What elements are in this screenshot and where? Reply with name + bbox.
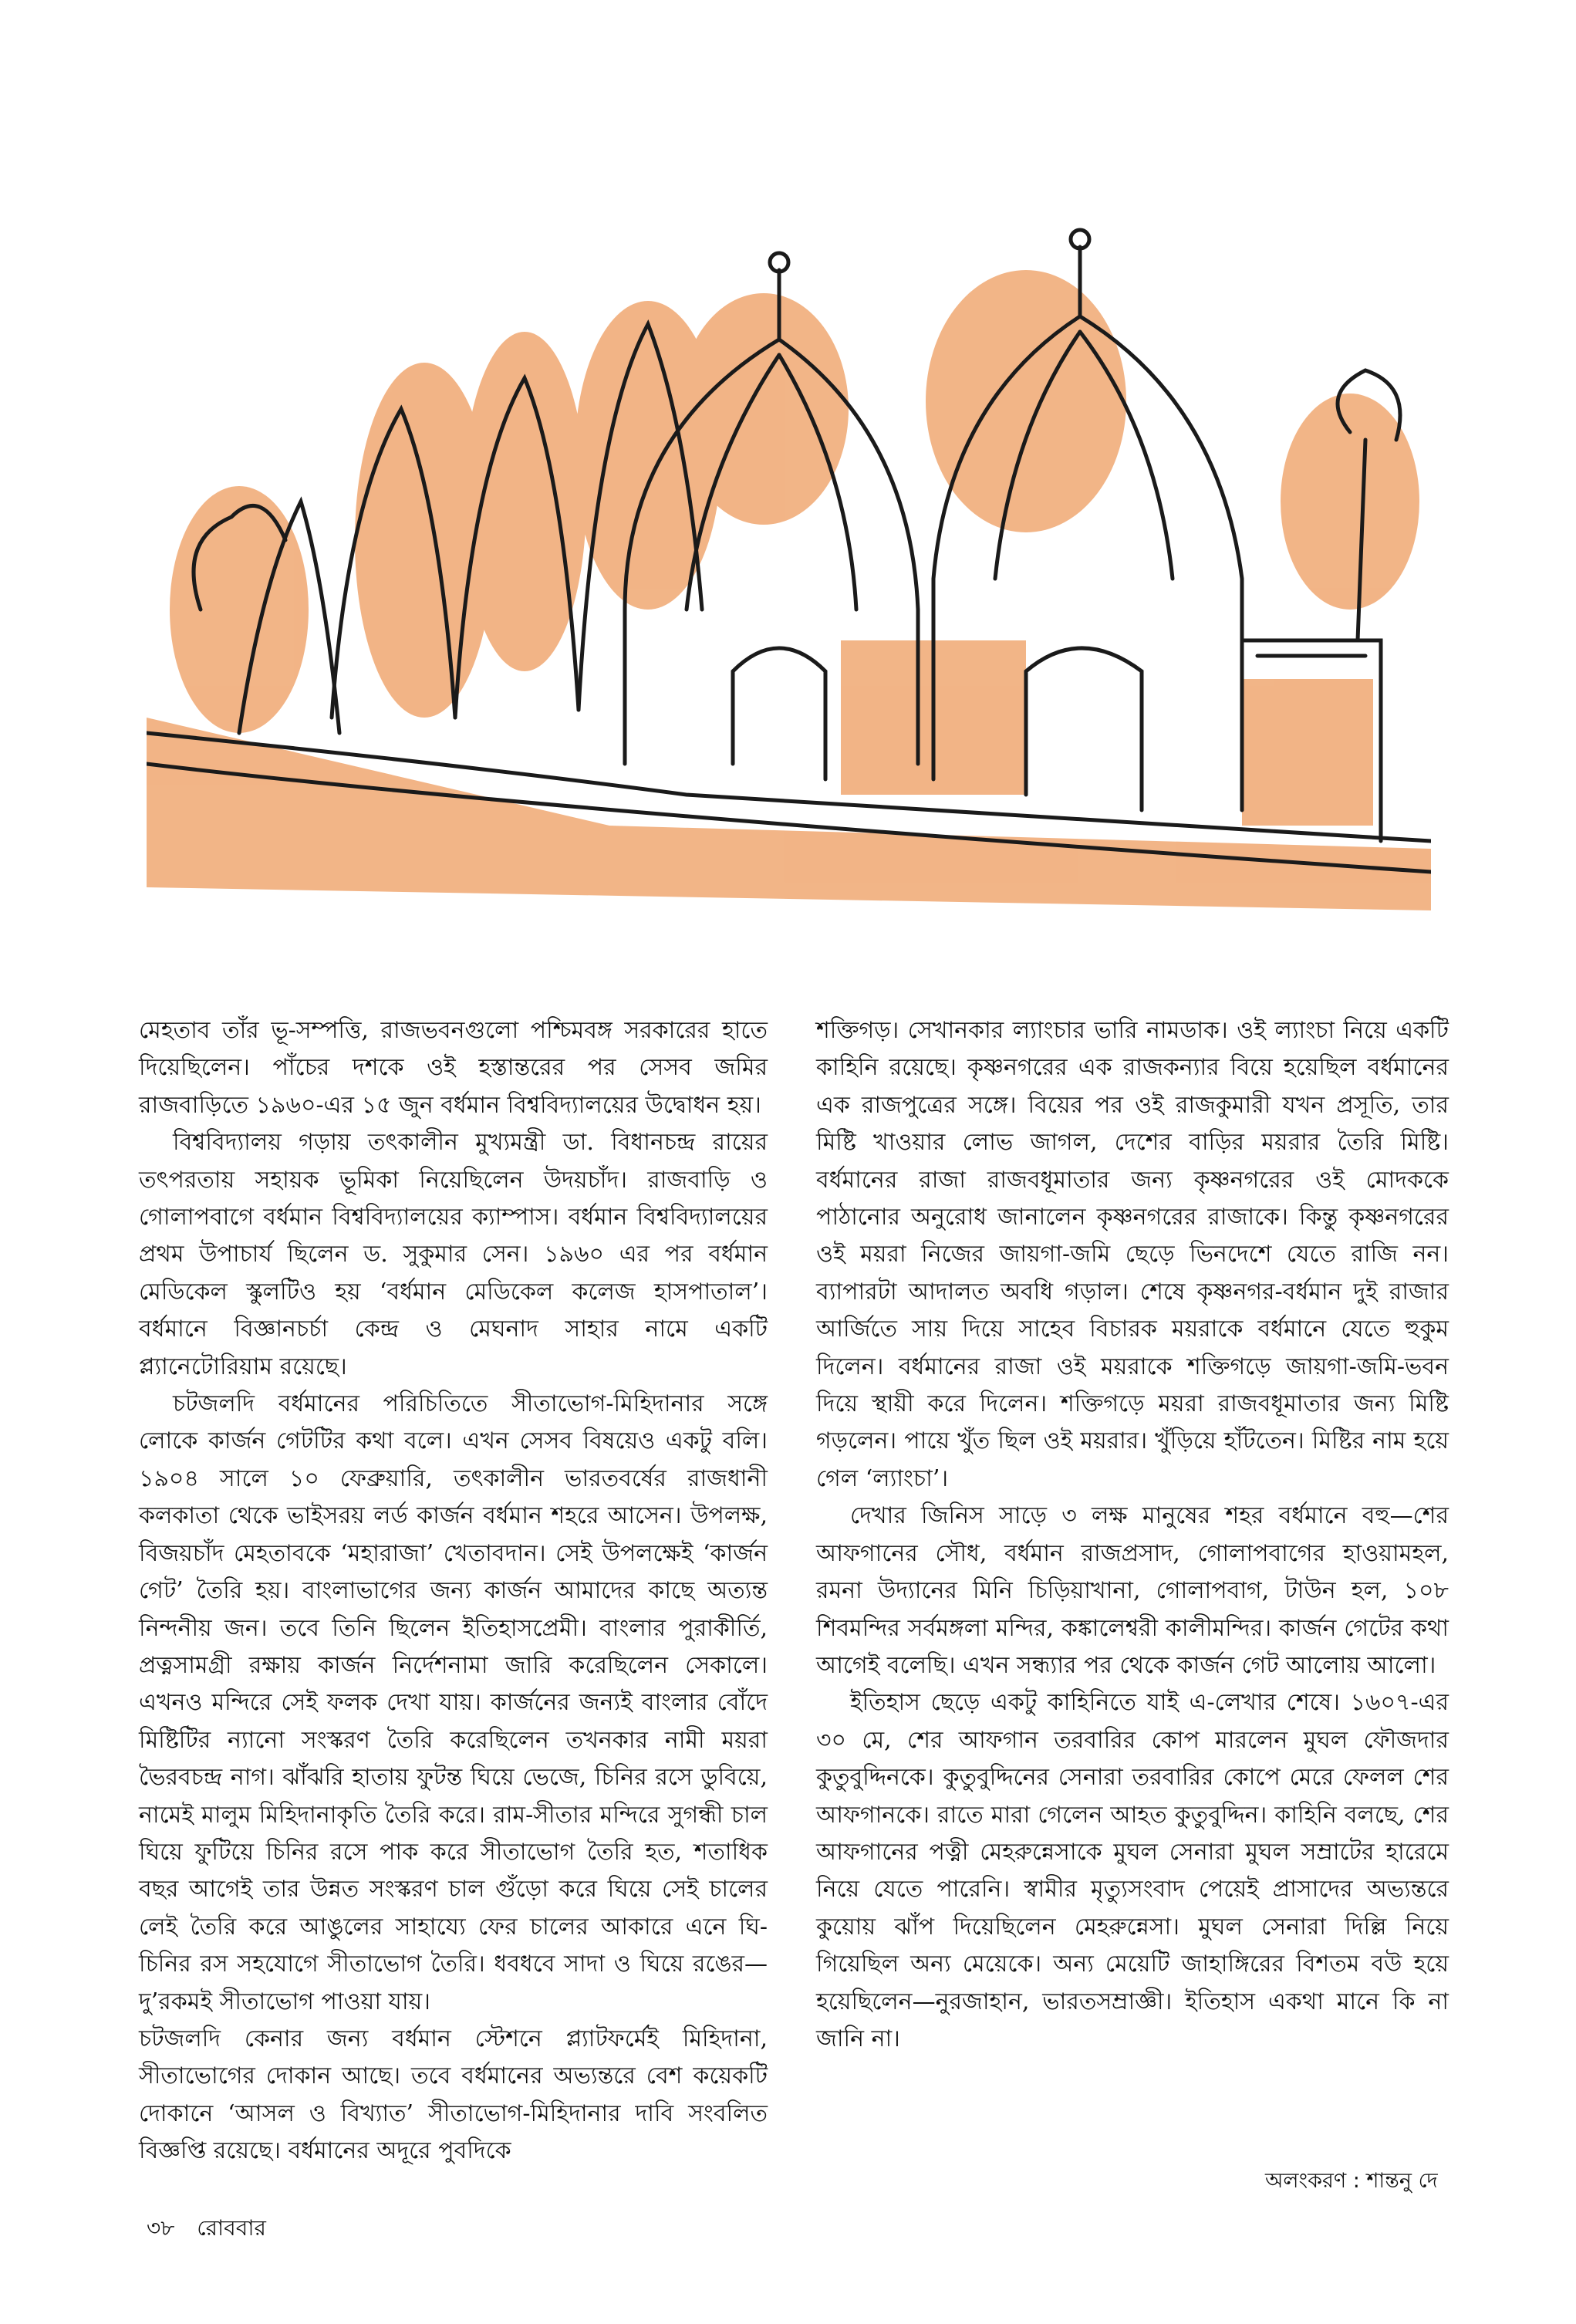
paragraph: ইতিহাস ছেড়ে একটু কাহিনিতে যাই এ-লেখার শেষে। ১৬০৭-এর ৩০ মে, শের আফগান তরবারির কোপ মারলেন মুঘল ফৌজদার কুতুবুদ্দিনকে। কুতুবুদ্দিনের সেনারা তরবারির কোপে মেরে ফেলল শের আফগানকে। রাতে মারা গেলেন আহত কুতুবুদ্দিন। কাহিনি বলছে, শের আফগানের পত্নী মেহরুন্নেসাকে মুঘল সেনারা মুঘল সম্রাটের হারেমে নিয়ে যেতে পারেনি। স্বামীর মৃত্যুসংবাদ পেয়েই প্রাসাদের অভ্যন্তরে কুয়োয় ঝাঁপ দিয়েছিলেন মেহরুন্নেসা। মুঘল সেনারা দিল্লি নিয়ে গিয়েছিল অন্য মেয়েকে। অন্য মেয়েটি জাহাঙ্গিরের বিশতম বউ হয়ে হয়েছিলেন—নুরজাহান, ভারতসম্রাজ্ঞী। ইতিহাস একথা মানে কি না জানি না। bbox=[816, 1689, 1449, 2052]
paragraph: বিশ্ববিদ্যালয় গড়ায় তৎকালীন মুখ্যমন্ত্রী ডা. বিধানচন্দ্র রায়ের তৎপরতায় সহায়ক ভূমিকা নিয়েছিলেন উদয়চাঁদ। রাজবাড়ি ও গোলাপবাগে বর্ধমান বিশ্ববিদ্যালয়ের ক্যাম্পাস। বর্ধমান বিশ্ববিদ্যালয়ের প্রথম উপাচার্য ছিলেন ড. সুকুমার সেন। ১৯৬০ এর পর বর্ধমান মেডিকেল স্কুলটিও হয় ‘বর্ধমান মেডিকেল কলেজ হাসপাতাল’। বর্ধমানে বিজ্ঞানচর্চা কেন্দ্র ও মেঘনাদ সাহার নামে একটি প্ল্যানেটোরিয়াম রয়েছে। bbox=[139, 1129, 768, 1380]
page-number: ৩৮ bbox=[147, 2215, 175, 2241]
magazine-name: রোববার bbox=[197, 2215, 266, 2241]
paragraph: দেখার জিনিস সাড়ে ৩ লক্ষ মানুষের শহর বর্ধমানে বহু—শের আফগানের সৌধ, বর্ধমান রাজপ্রসাদ, গোলাপবাগের হাওয়ামহল, রমনা উদ্যানের মিনি চিড়িয়াখানা, গোলাপবাগ, টাউন হল, ১০৮ শিবমন্দির সর্বমঙ্গলা মন্দির, কঙ্কালেশ্বরী কালীমন্দির। কার্জন গেটের কথা আগেই বলেছি। এখন সন্ধ্যার পর থেকে কার্জন গেট আলোয় আলো। bbox=[816, 1502, 1449, 1679]
illustration-credit: অলংকরণ : শান্তনু দে bbox=[1265, 2169, 1438, 2193]
paragraph: চটজলদি কেনার জন্য বর্ধমান স্টেশনে প্ল্যাটফর্মেই মিহিদানা, সীতাভোগের দোকান আছে। তবে বর্ধমানের অভ্যন্তরে বেশ কয়েকটি দোকানে ‘আসল ও বিখ্যাত’ সীতাভোগ-মিহিদানার দাবি সংবলিত বিজ্ঞপ্তি রয়েছে। বর্ধমানের অদূরে পুবদিকে bbox=[139, 2025, 768, 2165]
orange-wash bbox=[147, 270, 1431, 910]
right-column bbox=[816, 1012, 1449, 2058]
page-footer bbox=[147, 2211, 282, 2248]
paragraph: চটজলদি বর্ধমানের পরিচিতিতে সীতাভোগ-মিহিদানার সঙ্গে লোকে কার্জন গেটটির কথা বলে। এখন সেসব বিষয়েও একটু বলি। ১৯০৪ সালে ১০ ফেব্রুয়ারি, তৎকালীন ভারতবর্ষের রাজধানী কলকাতা থেকে ভাইসরয় লর্ড কার্জন বর্ধমান শহরে আসেন। উপলক্ষ, বিজয়চাঁদ মেহতাবকে ‘মহারাজা’ খেতাবদান। সেই উপলক্ষেই ‘কার্জন গেট’ তৈরি হয়। বাংলাভাগের জন্য কার্জন আমাদের কাছে অত্যন্ত নিন্দনীয় জন। তবে তিনি ছিলেন ইতিহাসপ্রেমী। বাংলার পুরাকীর্তি, প্রত্নসামগ্রী রক্ষায় কার্জন নির্দেশনামা জারি করেছিলেন সেকালে। এখনও মন্দিরে সেই ফলক দেখা যায়। কার্জনের জন্যই বাংলার বোঁদে মিষ্টিটির ন্যানো সংস্করণ তৈরি করেছিলেন তখনকার নামী ময়রা ভৈরবচন্দ্র নাগ। ঝাঁঝরি হাতায় ফুটন্ত ঘিয়ে ভেজে, চিনির রসে ডুবিয়ে, নামেই মালুম মিহিদানাকৃতি তৈরি করে। রাম-সীতার মন্দিরে সুগন্ধী চাল ঘিয়ে ফুটিয়ে চিনির রসে পাক করে সীতাভোগ তৈরি হত, শতাধিক বছর আগেই তার উন্নত সংস্করণ চাল গুঁড়ো করে ঘিয়ে সেই চালের লেই তৈরি করে আঙুলের সাহায্যে ফের চালের আকারে এনে ঘি-চিনির রস সহযোগে সীতাভোগ তৈরি। ধবধবে সাদা ও ঘিয়ে রঙের—দু’রকমই সীতাভোগ পাওয়া যায়। bbox=[139, 1390, 768, 2015]
paragraph: শক্তিগড়। সেখানকার ল্যাংচার ভারি নামডাক। ওই ল্যাংচা নিয়ে একটি কাহিনি রয়েছে। কৃষ্ণনগরের এক রাজকন্যার বিয়ে হয়েছিল বর্ধমানের এক রাজপুত্রের সঙ্গে। বিয়ের পর ওই রাজকুমারী যখন প্রসূতি, তার মিষ্টি খাওয়ার লোভ জাগল, দেশের বাড়ির ময়রার তৈরি মিষ্টি। বর্ধমানের রাজা রাজবধূমাতার জন্য কৃষ্ণনগরের ওই মোদককে পাঠানোর অনুরোধ জানালেন কৃষ্ণনগরের রাজাকে। কিন্তু কৃষ্ণনগরের ওই ময়রা নিজের জায়গা-জমি ছেড়ে ভিনদেশে যেতে রাজি নন। ব্যাপারটা আদালত অবধি গড়াল। শেষে কৃষ্ণনগর-বর্ধমান দুই রাজার আর্জিতে সায় দিয়ে সাহেব বিচারক ময়রাকে বর্ধমানে যেতে হুকুম দিলেন। বর্ধমানের রাজা ওই ময়রাকে শক্তিগড়ে জায়গা-জমি-ভবন দিয়ে স্থায়ী করে দিলেন। শক্তিগড়ে ময়রা রাজবধূমাতার জন্য মিষ্টি গড়লেন। পায়ে খুঁত ছিল ওই ময়রার। খুঁড়িয়ে হাঁটতেন। মিষ্টির নাম হয়ে গেল ‘ল্যাংচা’। bbox=[816, 1017, 1449, 1492]
paragraph: মেহতাব তাঁর ভূ-সম্পত্তি, রাজভবনগুলো পশ্চিমবঙ্গ সরকারের হাতে দিয়েছিলেন। পাঁচের দশকে ওই হস্তান্তরের পর সেসব জমির রাজবাড়িতে ১৯৬০-এর ১৫ জুন বর্ধমান বিশ্ববিদ্যালয়ের উদ্বোধন হয়। bbox=[139, 1017, 768, 1119]
temple-illustration bbox=[147, 177, 1431, 949]
left-column bbox=[139, 1012, 768, 2170]
